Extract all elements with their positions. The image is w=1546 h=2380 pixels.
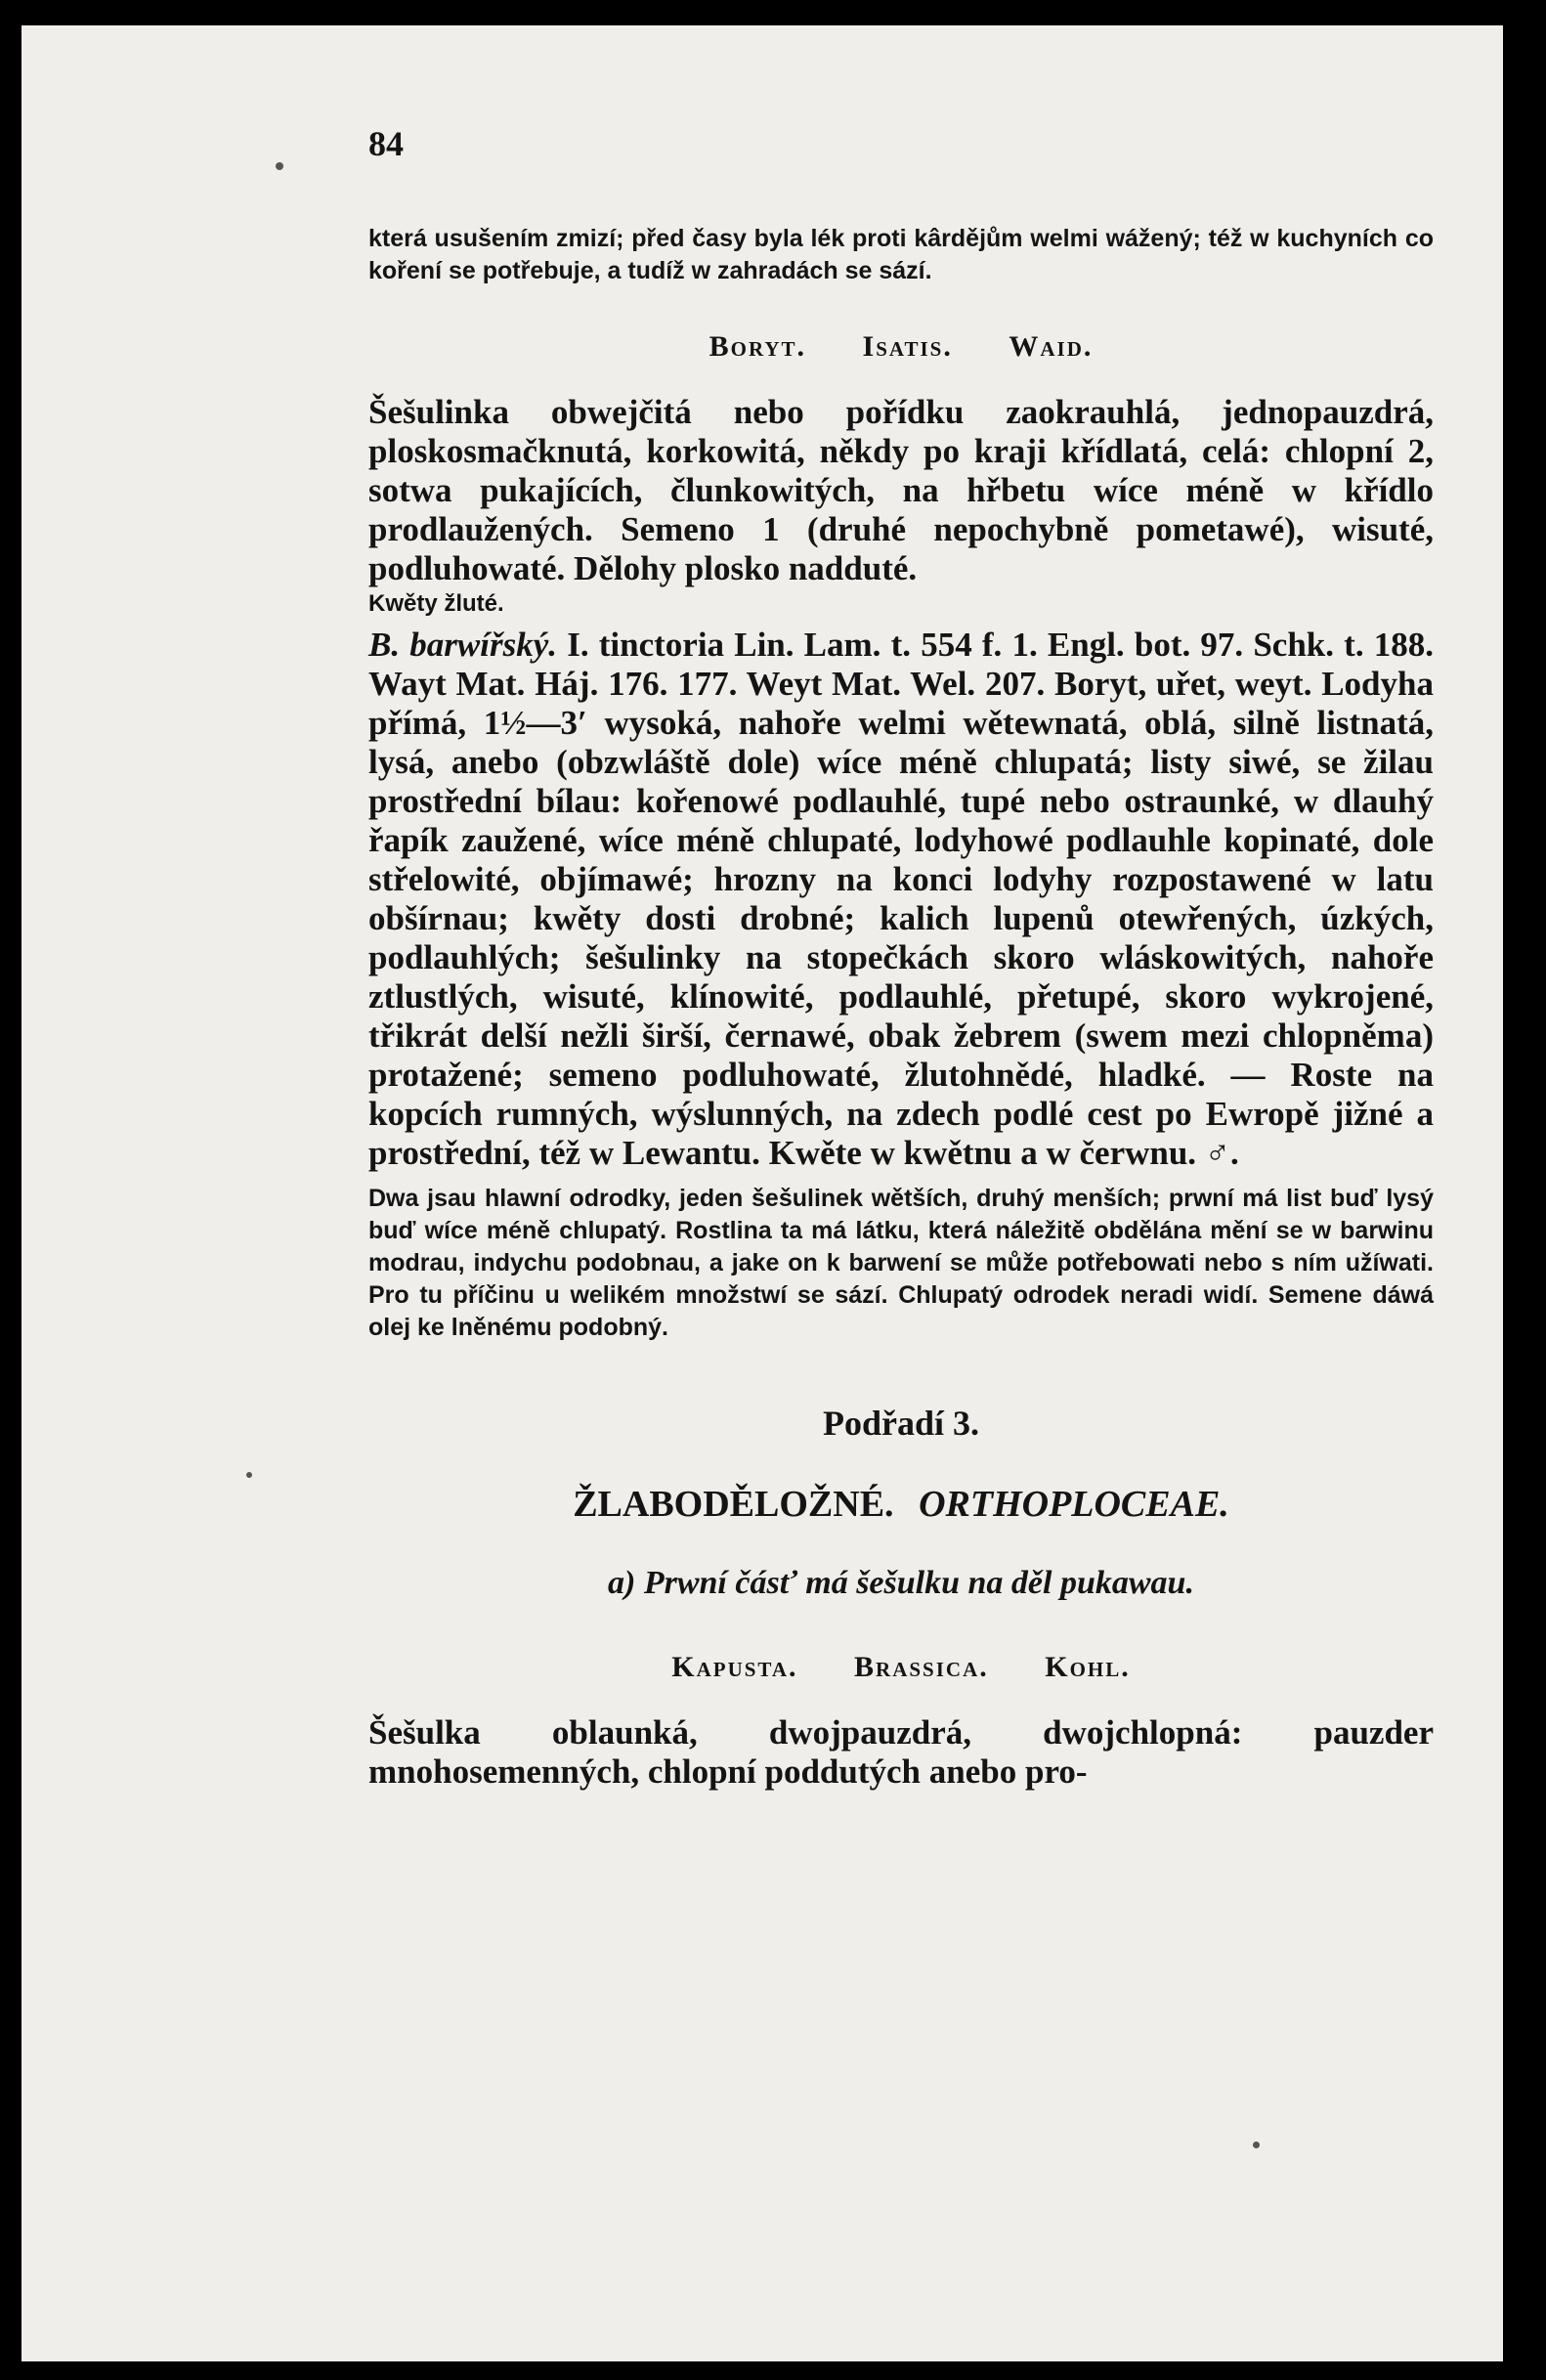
genus-description: Šešulinka obwejčitá nebo pořídku zaokrauhlá, jednopauzdrá, ploskosmačknutá, korkowitá, někdy po kraji křídlatá, celá: chlopní 2, sotwa pukajících, člunkowitých, na hřbetu wíce méně w křídlo prodlaužených. Semeno 1 (druhé nepochybně pometawé), wisuté, podluhowaté. Dělohy plosko nadduté. [368, 393, 1434, 587]
speck [246, 1472, 252, 1478]
species-text: I. tinctoria Lin. Lam. t. 554 f. 1. Engl. bot. 97. Schk. t. 188. Wayt Mat. Háj. 176. 177. Weyt Mat. Wel. 207. Boryt, uřet, weyt. Lodyha přímá, 1½—3′ wysoká, nahoře welmi wětewnatá, oblá, silně listnatá, lysá, anebo (obzwláště dole) wíce méně chlupatá; listy siwé, se žilau prostřední bílau: kořenowé podlauhlé, tupé nebo ostraunké, w dlauhý řapík zaužené, wíce méně chlupaté, lodyhowé podlauhle kopinaté, dole střelowité, objímawé; hrozny na konci lodyhy rozpostawené w latu obšírnau; kwěty dosti drobné; kalich lupenů otewřených, úzkých, podlauhlých; šešulinky na stopečkách skoro wláskowitých, nahoře ztlustlých, wisuté, klínowité, podlauhlé, přetupé, skoro wykrojené, třikrát delší nežli širší, černawé, obak žebrem (swem mezi chlopněma) protažené; semeno podluhowaté, žlutohnědé, hladké. — Roste na kopcích rumných, wýslunných, na zdech podlé cest po Ewropě jižné a prostřední, též w Lewantu. Kwěte w kwětnu a w čerwnu. ♂. [368, 626, 1435, 1172]
subdivision-heading: Podřadí 3. [822, 1404, 979, 1443]
genus-czech: Kapusta. [671, 1651, 798, 1683]
genus-heading-brassica [368, 1651, 1434, 1684]
tribe-heading [368, 1483, 1434, 1526]
book-page [21, 25, 1503, 2361]
genus-latin: Brassica. [854, 1651, 989, 1683]
genus-description-brassica: Šešulka oblaunká, dwojpauzdrá, dwojchlopná: pauzder mnohosemenných, chlopní poddutých anebo pro- [368, 1713, 1434, 1791]
section-heading [368, 1565, 1434, 1602]
genus-latin: Isatis. [862, 330, 953, 363]
genus-german: Kohl. [1045, 1651, 1131, 1683]
tribe-latin: ORTHOPLOCEAE. [919, 1484, 1229, 1525]
scan-border [1513, 0, 1546, 2380]
species-abbr: B. [368, 626, 401, 664]
genus-heading-isatis [368, 330, 1434, 364]
page-content [368, 123, 1434, 1792]
section-text: a) Prwní čásť má šešulku na děl pukawau. [608, 1565, 1194, 1601]
varieties-note: Dwa jsau hlawní odrodky, jeden šešulinek wětších, druhý menších; prwní má list buď lysý buď wíce méně chlupatý. Rostlina ta má látku, která náležitě obdělána mění se w barwinu modrau, indychu podobnau, a jake on k barwení se může potřebowati nebo s ním užíwati. Pro tu příčinu u welikém množstwí se sází. Chlupatý odrodek neradi widí. Semene dáwá olej ke lněnému podobný. [368, 1185, 1434, 1341]
species-entry [368, 626, 1434, 1173]
speck [276, 162, 283, 170]
genus-german: Waid. [1009, 330, 1094, 363]
tribe-czech: ŽLABODĚLOŽNÉ. [573, 1484, 894, 1525]
speck [1253, 2142, 1260, 2148]
genus-czech: Boryt. [709, 330, 807, 363]
intro-paragraph: která usušením zmizí; před časy byla lék proti kârdějům welmi wážený; též w kuchyních co koření se potřebuje, a tudíž w zahradách se sází. [368, 225, 1434, 284]
flowers-note: Kwěty žluté. [368, 590, 504, 617]
page-number: 84 [368, 124, 404, 163]
species-name: barwířský. [409, 626, 558, 664]
